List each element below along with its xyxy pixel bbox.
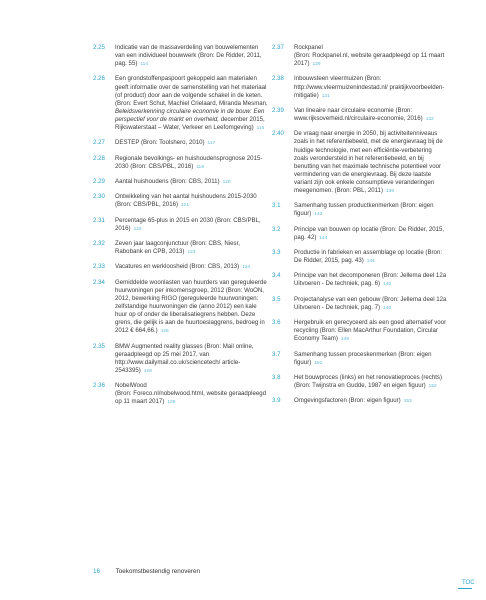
figure-list-entry[interactable] xyxy=(93,44,268,69)
toc-underline xyxy=(458,588,472,589)
figure-caption-text: Principe van het decomponeren (Bron: Jellema deel 12a Uitvoeren - De techniek, pag. 6) xyxy=(294,272,447,288)
figure-caption-text: Rockpanel (Bron: Rockpanel.nl, website geraadpleegd op 11 maart 2017) xyxy=(294,44,445,68)
figure-caption-text: DESTEP (Bron: Toolshero, 2010) xyxy=(115,139,205,147)
figure-page-ref: 124 xyxy=(242,265,251,271)
figure-list-entry[interactable] xyxy=(93,75,268,133)
figure-page-ref: 114 xyxy=(140,62,149,68)
figure-page-ref: 125 xyxy=(160,329,169,335)
figure-caption-text: Ontwikkeling van het aantal huishoudens 2015-2030 (Bron: CBS/PBL, 2016) xyxy=(115,193,257,209)
figure-caption xyxy=(294,272,447,289)
figure-number: 2.35 xyxy=(93,342,105,350)
figure-page-ref: 131 xyxy=(321,93,330,99)
figure-page-ref: 151 xyxy=(314,360,323,366)
figure-list-entry[interactable] xyxy=(272,75,447,100)
figure-caption xyxy=(115,193,268,210)
figure-caption-text: Samenhang tussen proceskenmerken (Bron: eigen figuur) xyxy=(294,350,432,366)
figure-number: 2.34 xyxy=(93,278,105,286)
figure-list-entry[interactable] xyxy=(93,263,268,272)
figure-caption xyxy=(294,397,447,406)
figure-caption-text: Inbouwsteen vleermuizen (Bron: http://www.vleermuizenindestad.nl/ praktijkvoorbeelden-mitigatie) xyxy=(294,75,445,99)
figure-page-ref: 146 xyxy=(383,305,392,311)
figure-caption xyxy=(115,217,268,234)
figure-caption xyxy=(115,382,268,407)
figure-list-entry[interactable] xyxy=(93,382,268,407)
figure-page-ref: 152 xyxy=(428,384,437,390)
figure-caption-text: Hergebruik en gerecyceerd als een goed alternatief voor recycling (Bron: Ellen MacArthur Foundation, Circular Economy Team) xyxy=(294,319,447,343)
figure-caption xyxy=(294,107,447,124)
figure-number: 2.40 xyxy=(272,130,284,138)
figure-caption-text: Regionale bevolkings- en huishoudensprognose 2015-2030 (Bron: CBS/PBL, 2016) xyxy=(115,154,263,170)
figure-page-ref: 122 xyxy=(133,226,142,232)
figure-caption xyxy=(115,343,268,376)
figure-list-entry[interactable] xyxy=(272,296,447,313)
figure-page-ref: 123 xyxy=(187,250,196,256)
figure-page-ref: 128 xyxy=(143,368,152,374)
figure-list-entry[interactable] xyxy=(272,374,447,391)
figure-caption xyxy=(115,155,268,172)
figure-number: 2.28 xyxy=(93,154,105,162)
figure-list-entry[interactable] xyxy=(272,44,447,69)
figure-caption-text: Principe van bouwen op locatie (Bron: De Ridder, 2015, pag. 42) xyxy=(294,225,445,241)
figure-page-ref: 143 xyxy=(314,212,323,218)
figure-caption xyxy=(294,296,447,313)
figure-list-entry[interactable] xyxy=(272,130,447,196)
figure-list-entry[interactable] xyxy=(272,226,447,243)
figure-caption-text: Percentage 65-plus in 2015 en 2030 (Bron: CBS/PBL, 2016) xyxy=(115,216,261,232)
figure-list-entry[interactable] xyxy=(93,240,268,257)
figure-caption xyxy=(115,263,268,272)
figure-number: 2.33 xyxy=(93,263,105,271)
figure-page-ref: 121 xyxy=(181,203,190,209)
figure-caption-text: Indicatie van de massaverdeling van bouwelementen van een individueel bouwwerk (Bron: De Ridder, 2011, pag. 55) xyxy=(115,44,262,68)
figure-caption xyxy=(115,75,268,133)
figure-page-ref: 128 xyxy=(167,400,176,406)
figure-caption-text: Vacatures en werkloosheid (Bron: CBS, 2013) xyxy=(115,263,240,271)
figure-caption xyxy=(115,139,268,148)
figure-caption-text: Omgevingsfactoren (Bron: eigen figuur) xyxy=(294,397,401,405)
figure-list-entry[interactable] xyxy=(272,397,447,406)
figure-number: 2.27 xyxy=(93,139,105,147)
figure-number: 2.26 xyxy=(93,75,105,83)
figure-list-entry[interactable] xyxy=(272,202,447,219)
figure-caption xyxy=(115,178,268,187)
figure-caption xyxy=(294,226,447,243)
figure-list-entry[interactable] xyxy=(93,193,268,210)
figure-caption xyxy=(294,374,447,391)
figure-page-ref: 115 xyxy=(256,126,265,132)
figure-page-ref: 153 xyxy=(403,399,412,405)
figure-caption-text: Productie in fabrieken en assemblage op locatie (Bron: De Ridder, 2015, pag. 43) xyxy=(294,249,443,265)
figure-page-ref: 132 xyxy=(425,117,434,123)
figure-list-right-column xyxy=(272,44,447,413)
figure-list-entry[interactable] xyxy=(93,217,268,234)
figure-page-ref: 145 xyxy=(383,282,392,288)
toc-link[interactable]: TOC xyxy=(462,580,475,586)
figure-caption-text: Gemiddelde woonlasten van huurders van gereguleerde huurwoningen per inkomensgroep, 2012 (Bron: WoON, 2012, bewerking RIGO (gereguleerde huurwoningen: zelfstandige huurwoningen die (anno 2012) een kale huur op of onder de liberalisatiegrens hebben. Deze grens, die gelijk is aan de huurtoeslaggrens, bedroeg in 2012 € 664,66.) xyxy=(115,278,267,335)
figure-list-entry[interactable] xyxy=(272,107,447,124)
figure-page-ref: 120 xyxy=(222,179,231,185)
figure-caption-text: Projectanalyse van een gebouw (Bron: Jellema deel 12a Uitvoeren - De techniek, pag. 7) xyxy=(294,295,447,311)
footer-page-number: 16 xyxy=(93,568,101,575)
figure-number: 3.7 xyxy=(272,350,281,358)
figure-number: 2.37 xyxy=(272,44,284,51)
figure-caption xyxy=(294,130,447,196)
figure-caption-text: NobelWood (Bron: Foreco.nl/nobelwood.html, website geraadpleegd op 11 maart 2017) xyxy=(115,382,267,406)
figure-number: 2.25 xyxy=(93,44,105,51)
figure-caption xyxy=(294,75,447,100)
figure-page-ref: 129 xyxy=(312,62,321,68)
page-footer xyxy=(93,568,200,575)
figure-number: 3.3 xyxy=(272,249,281,256)
figure-list-entry[interactable] xyxy=(93,279,268,337)
figure-list-entry[interactable] xyxy=(93,139,268,148)
figure-caption-text: De vraag naar energie in 2050, bij activiteitenniveaus zoals in het referentiebeeld, met de energievraag bij de huidige technologie, met een efficiëntie-verbetering zoals verondersteld in het referentiebeeld, en bij benutting van het maximale technische potentieel voor vermindering van de energievraag. Bij deze laatste variant zijn ook enkele consumptieve veranderingen meegenomen. (Bron: PBL, 2011) xyxy=(294,130,443,194)
figure-caption xyxy=(115,279,268,337)
figure-list-entry[interactable] xyxy=(272,272,447,289)
figure-number: 3.8 xyxy=(272,373,281,381)
figure-list-entry[interactable] xyxy=(272,351,447,368)
figure-number: 3.1 xyxy=(272,202,281,210)
figure-caption xyxy=(294,319,447,344)
figure-number: 2.31 xyxy=(93,216,105,224)
figure-list-entry[interactable] xyxy=(93,155,268,172)
figure-number: 2.32 xyxy=(93,240,105,247)
figure-caption xyxy=(294,202,447,219)
figure-page-ref: 144 xyxy=(366,259,375,265)
figure-number: 2.30 xyxy=(93,193,105,201)
figure-number: 3.2 xyxy=(272,225,281,233)
figure-number: 2.29 xyxy=(93,177,105,185)
figure-caption xyxy=(294,249,447,266)
figure-caption-text: Aantal huishoudens (Bron: CBS, 2011) xyxy=(115,177,220,185)
figure-list-entry[interactable] xyxy=(272,249,447,266)
figure-caption-text: Een grondstoffenpaspoort gekoppeld aan materialen geeft informatie over de samenstelling van het materiaal (of product) door aan de volgende schakel in de keten. (Bron: Evert Schut, Machiel Crielaard, Miranda Mesman, xyxy=(115,75,268,107)
figure-number: 2.36 xyxy=(93,382,105,390)
figure-caption xyxy=(294,351,447,368)
figure-number: 3.6 xyxy=(272,319,281,327)
figure-number: 3.5 xyxy=(272,295,281,303)
figure-page-ref: 119 xyxy=(196,164,204,170)
figure-number: 3.9 xyxy=(272,397,281,405)
figure-caption-text: Het bouwproces (links) en het renovatieproces (rechts) (Bron: Twijnstra en Gudde, 1987 en eigen figuur) xyxy=(294,373,443,390)
figure-list-entry[interactable] xyxy=(272,319,447,344)
figure-caption-text: Samenhang tussen productkenmerken (Bron: eigen figuur) xyxy=(294,202,434,218)
figure-number: 3.4 xyxy=(272,272,281,280)
figure-page-ref: 149 xyxy=(340,337,349,343)
figure-number: 2.38 xyxy=(272,75,284,83)
figure-page-ref: 136 xyxy=(385,188,394,194)
figure-caption xyxy=(115,44,268,69)
figure-list-left-column xyxy=(93,44,268,414)
figure-list-entry[interactable] xyxy=(93,343,268,376)
footer-title: Toekomstbestendig renoveren xyxy=(115,568,201,575)
figure-caption-text: BMW Augmented reality glasses (Bron: Mail online, geraadpleegd op 25 mei 2017, van http://www.dailymail.co.uk/sciencetech/ article-2543395) xyxy=(115,342,254,374)
figure-number: 2.39 xyxy=(272,106,284,114)
figure-caption-italic: Beleidsverkenning circulaire economie in de bouw: Een perspectief voor de markt en overheid, xyxy=(115,107,265,123)
figure-page-ref: 144 xyxy=(319,235,328,241)
figure-caption xyxy=(115,240,268,257)
figure-page-ref: 117 xyxy=(207,141,216,147)
figure-caption-text: Van lineaire naar circulaire economie (Bron: www.rijksoverheid.nl/circulaire-economie, 2016) xyxy=(294,106,423,123)
figure-caption-text: Zeven jaar laagconjunctuur (Bron: CBS, Niesr, Rabobank en CPB, 2013) xyxy=(115,240,240,256)
figure-caption xyxy=(294,44,447,69)
figure-list-entry[interactable] xyxy=(93,178,268,187)
figure-caption-text-after: december 2015, Rijkswaterstaat – Water, Verkeer en Leefomgeving) xyxy=(115,115,265,132)
